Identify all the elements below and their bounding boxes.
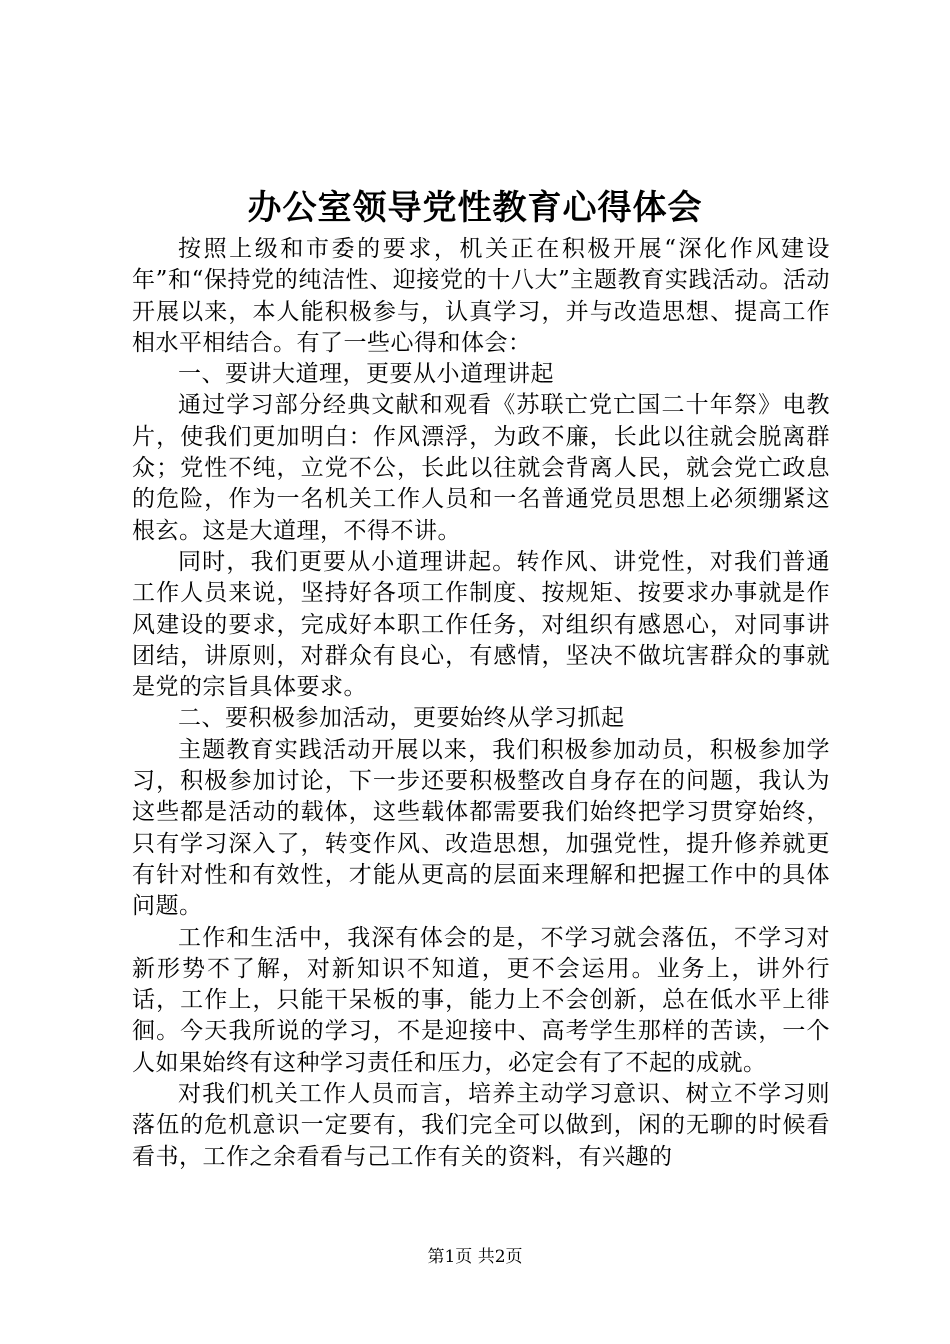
paragraph: 工作和生活中，我深有体会的是，不学习就会落伍，不学习对新形势不了解，对新知识不知道，更不会运用。业务上，讲外行话，工作上，只能干呆板的事，能力上不会创新，总在低水平上徘徊。今天我所说的学习，不是迎接中、高考学生那样的苦读，一个人如果始终有这种学习责任和压力，必定会有了不起的成就。	[132, 924, 830, 1076]
paragraph: 同时，我们更要从小道理讲起。转作风、讲党性，对我们普通工作人员来说，坚持好各项工作制度、按规矩、按要求办事就是作风建设的要求，完成好本职工作任务，对组织有感恩心，对同事讲团结，讲原则，对群众有良心，有感情，坚决不做坑害群众的事就是党的宗旨具体要求。	[132, 548, 830, 701]
paragraph-intro: 按照上级和市委的要求，机关正在积极开展“深化作风建设年”和“保持党的纯洁性、迎接党的十八大”主题教育实践活动。活动开展以来，本人能积极参与，认真学习，并与改造思想、提高工作相水平相结合。有了一些心得和体会：	[132, 236, 830, 356]
paragraph: 主题教育实践活动开展以来，我们积极参加动员，积极参加学习，积极参加讨论，下一步还要积极整改自身存在的问题，我认为这些都是活动的载体，这些载体都需要我们始终把学习贯穿始终，只有学习深入了，转变作风、改造思想，加强党性，提升修养就更有针对性和有效性，才能从更高的层面来理解和把握工作中的具体问题。	[132, 736, 830, 920]
paragraph: 对我们机关工作人员而言，培养主动学习意识、树立不学习则落伍的危机意识一定要有，我们完全可以做到，闲的无聊的时候看看书，工作之余看看与己工作有关的资料，有兴趣的	[132, 1081, 830, 1170]
paragraph: 通过学习部分经典文献和观看《苏联亡党亡国二十年祭》电教片，使我们更加明白：作风漂浮，为政不廉，长此以往就会脱离群众；党性不纯，立党不公，长此以往就会背离人民，就会党亡政息的危险，作为一名机关工作人员和一名普通党员思想上必须绷紧这根玄。这是大道理，不得不讲。	[132, 392, 830, 544]
section-heading-2: 二、要积极参加活动，更要始终从学习抓起	[178, 705, 625, 732]
document-title: 办公室领导党性教育心得体会	[247, 188, 703, 228]
page-footer: 第1页 共2页	[427, 1247, 523, 1267]
section-heading-1: 一、要讲大道理，更要从小道理讲起	[178, 361, 554, 388]
document-body	[132, 234, 830, 1173]
